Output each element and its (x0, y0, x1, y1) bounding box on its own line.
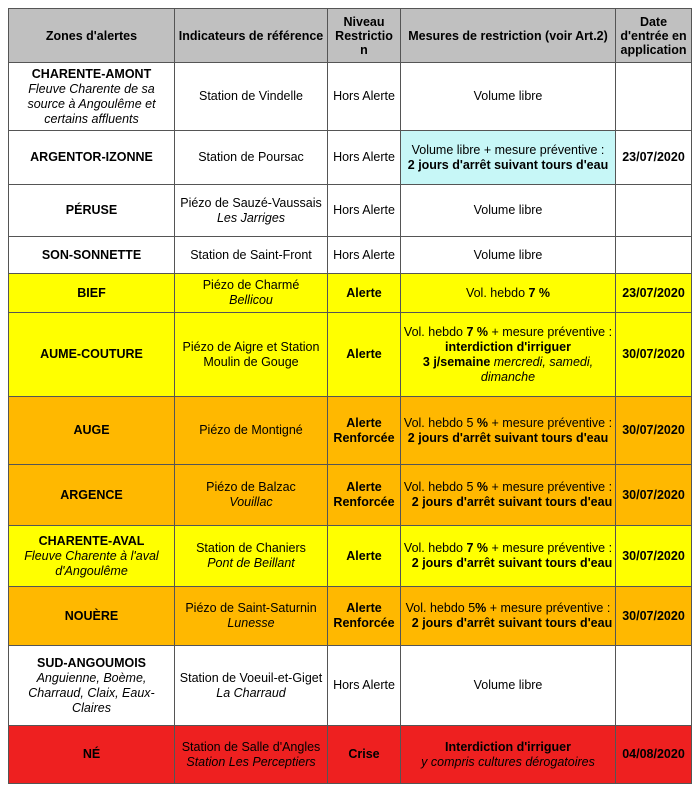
zone-name: NOUÈRE (64, 608, 119, 623)
table-row (9, 646, 692, 726)
indicator-cell (175, 587, 328, 646)
measure-detail: 2 jours d'arrêt suivant tours d'eau (411, 556, 613, 570)
measure-text: Volume libre + mesure préventive : (411, 142, 605, 157)
zone-name: PÉRUSE (65, 203, 118, 217)
measure-text: Volume libre (473, 247, 543, 262)
level-cell: Alerte Renforcée (328, 465, 401, 526)
measure-text-suffix: + mesure préventive : (488, 415, 613, 430)
measure-text: Vol. hebdo 5 (403, 415, 477, 430)
measures-cell (401, 397, 616, 465)
indicator-station: Station de Vindelle (198, 89, 304, 103)
measure-text-suffix: + mesure préventive : (488, 324, 613, 339)
level-cell: Hors Alerte (328, 185, 401, 237)
date-cell (616, 185, 692, 237)
indicator-cell (175, 646, 328, 726)
measure-line (403, 143, 613, 158)
header-indicateurs: Indicateurs de référence (175, 9, 328, 63)
measure-line (403, 755, 613, 770)
zone-subtitle: Fleuve Charente de sa source à Angoulême et certains affluents (27, 81, 156, 126)
measure-line (403, 203, 613, 218)
indicator-station: Piézo de Balzac (206, 480, 296, 494)
zone-name: SUD-ANGOUMOIS (36, 655, 147, 670)
measures-cell (401, 185, 616, 237)
indicator-station: Piézo de Sauzé-Vaussais (180, 195, 322, 210)
indicator-station: Piézo de Montigné (199, 423, 303, 437)
zone-cell (9, 726, 175, 784)
measure-text: Volume libre (473, 678, 543, 692)
measure-text: Volume libre (473, 89, 543, 103)
measure-text: Vol. hebdo 5 (405, 601, 476, 615)
indicator-cell (175, 526, 328, 587)
indicator-station: Station de Saint-Front (190, 247, 312, 262)
measures-cell (401, 63, 616, 131)
measure-line (403, 286, 613, 301)
zone-subtitle: Anguienne, Boème, Charraud, Claix, Eaux-Claires (28, 670, 155, 715)
indicator-cell (175, 274, 328, 313)
indicator-cell (175, 726, 328, 784)
measure-detail: 2 jours d'arrêt suivant tours d'eau (407, 430, 609, 445)
header-date: Date d'entrée en application (616, 9, 692, 63)
zone-cell (9, 63, 175, 131)
indicator-cell (175, 237, 328, 274)
level-cell: Hors Alerte (328, 63, 401, 131)
indicator-station: Piézo de Aigre et Station Moulin de Gouge (182, 339, 320, 369)
header-mesures: Mesures de restriction (voir Art.2) (401, 9, 616, 63)
indicator-station: Station de Salle d'Angles (181, 739, 321, 754)
date-cell: 30/07/2020 (616, 526, 692, 587)
measure-percent: 7 % (466, 324, 489, 339)
measure-text: Vol. hebdo (403, 324, 467, 339)
measure-text-suffix: + mesure préventive : (488, 480, 613, 494)
zone-name: AUME-COUTURE (40, 347, 143, 361)
zone-name: BIEF (77, 285, 106, 300)
indicator-cell (175, 313, 328, 397)
measure-line (403, 480, 613, 495)
measure-percent: % (475, 601, 487, 615)
measure-percent: % (476, 415, 489, 430)
header-row (9, 9, 692, 63)
zone-cell (9, 185, 175, 237)
level-cell: Hors Alerte (328, 237, 401, 274)
indicator-place: Pont de Beillant (207, 556, 295, 570)
level-cell: Alerte (328, 526, 401, 587)
table-row (9, 274, 692, 313)
measure-text: Volume libre (473, 203, 543, 217)
measure-text: Vol. hebdo 5 (403, 480, 477, 494)
measure-line (403, 89, 613, 104)
zone-cell (9, 237, 175, 274)
zone-cell (9, 313, 175, 397)
table-row (9, 131, 692, 185)
date-cell (616, 646, 692, 726)
measure-percent: 7 % (466, 541, 489, 555)
measure-percent: % (476, 480, 489, 494)
measure-text: Vol. hebdo (465, 285, 529, 300)
zone-cell (9, 131, 175, 185)
measure-line (403, 416, 613, 431)
date-cell: 23/07/2020 (616, 274, 692, 313)
zone-name: ARGENTOR-IZONNE (30, 150, 153, 164)
level-cell: Hors Alerte (328, 131, 401, 185)
indicator-cell (175, 63, 328, 131)
zone-name: NÉ (82, 747, 101, 761)
measure-detail: interdiction d'irriguer (445, 339, 571, 354)
measure-line (403, 248, 613, 263)
measure-text-suffix: + mesure préventive : (488, 541, 613, 555)
level-cell: Alerte (328, 274, 401, 313)
measure-frequency: y compris cultures dérogatoires (421, 754, 595, 769)
date-cell (616, 237, 692, 274)
zone-cell (9, 587, 175, 646)
zone-name: CHARENTE-AMONT (31, 66, 152, 81)
zone-cell (9, 397, 175, 465)
zone-name: SON-SONNETTE (41, 247, 142, 262)
measure-line (403, 678, 613, 693)
date-cell: 30/07/2020 (616, 465, 692, 526)
measure-line (403, 325, 613, 340)
zone-subtitle: Fleuve Charente à l'aval d'Angoulême (24, 548, 159, 578)
zone-name: AUGE (73, 423, 110, 437)
measures-cell (401, 587, 616, 646)
table-row (9, 63, 692, 131)
indicator-cell (175, 397, 328, 465)
measure-line (403, 355, 613, 385)
table-row (9, 465, 692, 526)
measure-detail: 2 jours d'arrêt suivant tours d'eau (407, 157, 609, 172)
indicator-station: Station de Chaniers (196, 541, 306, 555)
measures-cell (401, 313, 616, 397)
indicator-place: Les Jarriges (216, 210, 286, 225)
measure-text-suffix: + mesure préventive : (486, 601, 611, 615)
indicator-cell (175, 465, 328, 526)
date-cell: 30/07/2020 (616, 313, 692, 397)
indicator-place: Lunesse (227, 616, 275, 630)
measures-cell (401, 646, 616, 726)
header-zones: Zones d'alertes (9, 9, 175, 63)
table-row (9, 185, 692, 237)
measure-days: mercredi, samedi, dimanche (480, 354, 594, 384)
measures-cell (401, 526, 616, 587)
measure-detail: Interdiction d'irriguer (445, 739, 571, 754)
table-row (9, 313, 692, 397)
zone-cell (9, 526, 175, 587)
measures-cell (401, 237, 616, 274)
table-row (9, 397, 692, 465)
measure-text: Vol. hebdo (403, 541, 467, 555)
zone-cell (9, 646, 175, 726)
restriction-table (8, 8, 692, 784)
zone-name: ARGENCE (60, 487, 123, 502)
table-row (9, 237, 692, 274)
date-cell (616, 63, 692, 131)
measure-frequency: 3 j/semaine (422, 354, 491, 369)
indicator-cell (175, 131, 328, 185)
table-row (9, 526, 692, 587)
date-cell: 23/07/2020 (616, 131, 692, 185)
indicator-station: Piézo de Charmé (202, 278, 300, 292)
measure-line (403, 601, 613, 616)
measures-cell (401, 131, 616, 185)
measure-line (403, 541, 613, 556)
header-niveau: Niveau Restrictio n (328, 9, 401, 63)
measures-cell (401, 726, 616, 784)
date-cell: 04/08/2020 (616, 726, 692, 784)
level-cell: Alerte (328, 313, 401, 397)
indicator-station: Piézo de Saint-Saturnin (185, 601, 317, 615)
indicator-place: Bellicou (229, 293, 273, 307)
indicator-cell (175, 185, 328, 237)
indicator-station: Station de Voeuil-et-Giget (179, 670, 323, 685)
zone-name: CHARENTE-AVAL (38, 533, 145, 548)
level-cell: Hors Alerte (328, 646, 401, 726)
measure-detail: 2 jours d'arrêt suivant tours d'eau (411, 495, 613, 509)
zone-cell (9, 274, 175, 313)
zone-cell (9, 465, 175, 526)
indicator-place: Vouillac (229, 495, 273, 509)
indicator-station: Station de Poursac (198, 150, 304, 164)
measure-percent: 7 % (528, 285, 551, 300)
measure-detail: 2 jours d'arrêt suivant tours d'eau (411, 616, 613, 630)
level-cell: Alerte Renforcée (328, 587, 401, 646)
table-row (9, 726, 692, 784)
level-cell: Crise (328, 726, 401, 784)
table-row (9, 587, 692, 646)
indicator-place: La Charraud (216, 685, 286, 700)
date-cell: 30/07/2020 (616, 587, 692, 646)
measures-cell (401, 465, 616, 526)
indicator-place: Station Les Perceptiers (186, 754, 316, 769)
level-cell: Alerte Renforcée (328, 397, 401, 465)
measures-cell (401, 274, 616, 313)
date-cell: 30/07/2020 (616, 397, 692, 465)
